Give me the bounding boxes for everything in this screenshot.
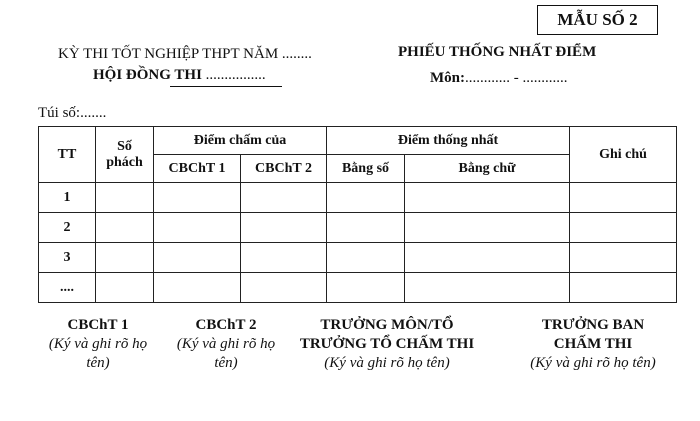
cell-bang-chu[interactable] xyxy=(405,273,570,303)
signature-note: (Ký và ghi rõ họ tên) xyxy=(530,355,656,371)
cell-cbcht1[interactable] xyxy=(154,243,241,273)
header-bang-so: Bằng số xyxy=(327,155,405,183)
cell-bang-so[interactable] xyxy=(327,213,405,243)
row-number: 2 xyxy=(39,213,96,243)
header-so-phach xyxy=(96,127,154,183)
table-row xyxy=(39,183,677,213)
signature-role: CBChT 1 xyxy=(67,317,129,333)
header-tt: TT xyxy=(39,127,96,183)
header-thong-nhat: Điểm thống nhất xyxy=(327,127,570,155)
row-number: .... xyxy=(39,273,96,303)
header-ghi-chu: Ghi chú xyxy=(570,127,677,183)
cell-ghi-chu[interactable] xyxy=(570,183,677,213)
cell-so-phach[interactable] xyxy=(96,183,154,213)
cell-cbcht2[interactable] xyxy=(241,243,327,273)
council-dots: ................ xyxy=(201,67,266,83)
subject-line xyxy=(430,70,568,87)
signature-note: tên) xyxy=(86,355,110,371)
cell-so-phach[interactable] xyxy=(96,243,154,273)
cell-bang-chu[interactable] xyxy=(405,183,570,213)
form-code-box: MẪU SỐ 2 xyxy=(537,5,658,35)
cell-ghi-chu[interactable] xyxy=(570,213,677,243)
cell-cbcht2[interactable] xyxy=(241,183,327,213)
signature-truong-ban xyxy=(508,316,678,373)
table-row xyxy=(39,273,677,303)
header-cbcht1: CBChT 1 xyxy=(154,155,241,183)
exam-council xyxy=(93,67,266,84)
cell-so-phach[interactable] xyxy=(96,213,154,243)
cell-bang-chu[interactable] xyxy=(405,243,570,273)
signature-cbcht2 xyxy=(166,316,286,373)
cell-bang-chu[interactable] xyxy=(405,213,570,243)
signature-note: (Ký và ghi rõ họ xyxy=(176,336,276,352)
row-number: 3 xyxy=(39,243,96,273)
signature-note: (Ký và ghi rõ họ xyxy=(48,336,148,352)
signature-role: TRƯỞNG MÔN/TỔ xyxy=(320,317,454,333)
cell-cbcht2[interactable] xyxy=(241,213,327,243)
signature-role: CBChT 2 xyxy=(195,317,257,333)
table-row xyxy=(39,243,677,273)
signature-role: TRƯỞNG TỔ CHẤM THI xyxy=(299,336,475,352)
council-label: HỘI ĐỒNG THI xyxy=(93,67,202,83)
subject-label: Môn: xyxy=(430,70,465,86)
header-so-phach-line2: phách xyxy=(106,154,143,170)
subject-dots: ............ - ............ xyxy=(465,70,568,86)
signature-truong-mon xyxy=(294,316,480,373)
cell-ghi-chu[interactable] xyxy=(570,273,677,303)
row-number: 1 xyxy=(39,183,96,213)
cell-so-phach[interactable] xyxy=(96,273,154,303)
cell-cbcht2[interactable] xyxy=(241,273,327,303)
council-underline xyxy=(170,86,282,87)
signature-role: TRƯỞNG BAN xyxy=(541,317,645,333)
score-table xyxy=(38,126,677,303)
header-cbcht2: CBChT 2 xyxy=(241,155,327,183)
header-diem-cham: Điểm chấm của xyxy=(154,127,327,155)
exam-title: KỲ THI TỐT NGHIỆP THPT NĂM ........ xyxy=(58,46,312,62)
header-bang-chu: Bằng chữ xyxy=(405,155,570,183)
cell-bang-so[interactable] xyxy=(327,273,405,303)
signature-note: (Ký và ghi rõ họ tên) xyxy=(324,355,450,371)
cell-bang-so[interactable] xyxy=(327,243,405,273)
signature-note: tên) xyxy=(214,355,238,371)
bag-number: Túi số:....... xyxy=(38,105,107,121)
sheet-title: PHIẾU THỐNG NHẤT ĐIỂM xyxy=(398,44,597,60)
table-row xyxy=(39,213,677,243)
cell-bang-so[interactable] xyxy=(327,183,405,213)
signature-cbcht1 xyxy=(38,316,158,373)
cell-cbcht1[interactable] xyxy=(154,183,241,213)
cell-cbcht1[interactable] xyxy=(154,213,241,243)
header-so-phach-line1: Số xyxy=(117,138,132,154)
cell-cbcht1[interactable] xyxy=(154,273,241,303)
cell-ghi-chu[interactable] xyxy=(570,243,677,273)
signature-role: CHẤM THI xyxy=(553,336,633,352)
